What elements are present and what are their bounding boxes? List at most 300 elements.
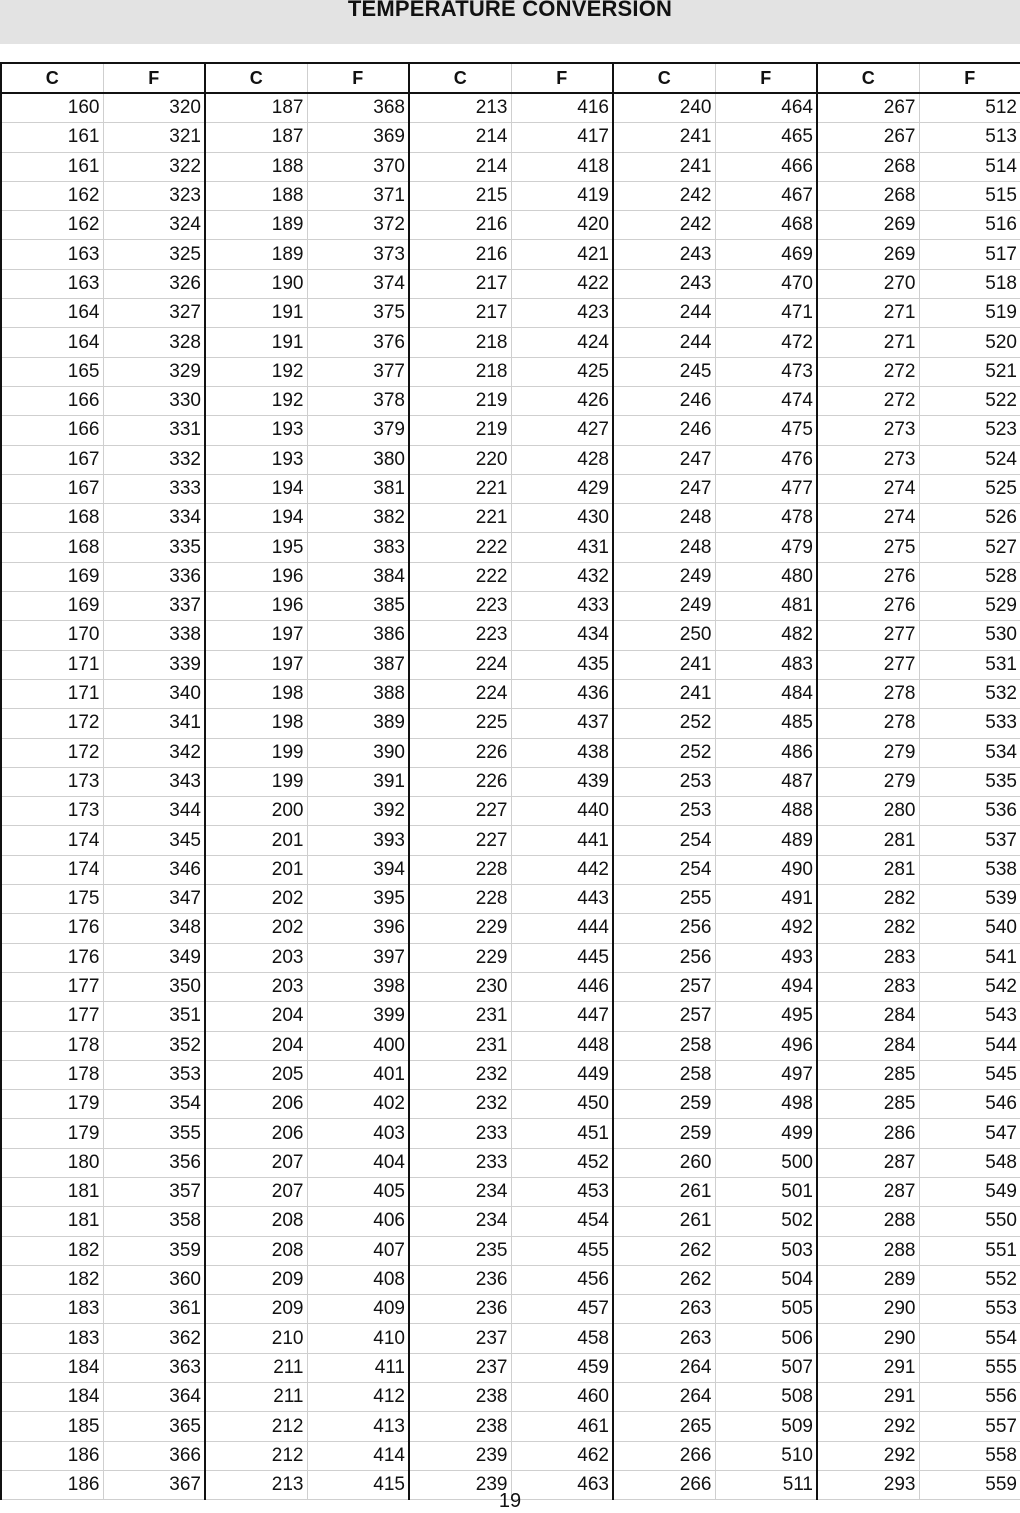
fahrenheit-cell: 505 (715, 1295, 817, 1324)
celsius-cell: 248 (613, 533, 715, 562)
fahrenheit-cell: 525 (919, 474, 1020, 503)
fahrenheit-cell: 350 (103, 972, 205, 1001)
fahrenheit-cell: 331 (103, 416, 205, 445)
celsius-cell: 183 (1, 1324, 103, 1353)
celsius-cell: 173 (1, 767, 103, 796)
fahrenheit-cell: 400 (307, 1031, 409, 1060)
celsius-cell: 177 (1, 972, 103, 1001)
fahrenheit-cell: 439 (511, 767, 613, 796)
celsius-cell: 239 (409, 1441, 511, 1470)
fahrenheit-cell: 353 (103, 1060, 205, 1089)
table-row (1, 357, 1020, 386)
fahrenheit-cell: 511 (715, 1470, 817, 1499)
celsius-cell: 266 (613, 1441, 715, 1470)
celsius-cell: 234 (409, 1177, 511, 1206)
fahrenheit-cell: 506 (715, 1324, 817, 1353)
celsius-cell: 206 (205, 1119, 307, 1148)
fahrenheit-cell: 512 (919, 93, 1020, 123)
fahrenheit-cell: 422 (511, 269, 613, 298)
col-header-f: F (715, 63, 817, 93)
fahrenheit-cell: 536 (919, 797, 1020, 826)
fahrenheit-cell: 468 (715, 211, 817, 240)
celsius-cell: 290 (817, 1295, 919, 1324)
celsius-cell: 196 (205, 592, 307, 621)
fahrenheit-cell: 368 (307, 93, 409, 123)
celsius-cell: 232 (409, 1090, 511, 1119)
fahrenheit-cell: 388 (307, 679, 409, 708)
fahrenheit-cell: 459 (511, 1353, 613, 1382)
fahrenheit-cell: 412 (307, 1383, 409, 1412)
fahrenheit-cell: 479 (715, 533, 817, 562)
celsius-cell: 226 (409, 767, 511, 796)
celsius-cell: 238 (409, 1383, 511, 1412)
celsius-cell: 213 (205, 1470, 307, 1499)
celsius-cell: 181 (1, 1177, 103, 1206)
celsius-cell: 194 (205, 504, 307, 533)
fahrenheit-cell: 457 (511, 1295, 613, 1324)
fahrenheit-cell: 470 (715, 269, 817, 298)
fahrenheit-cell: 414 (307, 1441, 409, 1470)
celsius-cell: 196 (205, 562, 307, 591)
fahrenheit-cell: 322 (103, 152, 205, 181)
fahrenheit-cell: 503 (715, 1236, 817, 1265)
celsius-cell: 178 (1, 1060, 103, 1089)
fahrenheit-cell: 547 (919, 1119, 1020, 1148)
fahrenheit-cell: 329 (103, 357, 205, 386)
celsius-cell: 279 (817, 738, 919, 767)
fahrenheit-cell: 504 (715, 1265, 817, 1294)
fahrenheit-cell: 478 (715, 504, 817, 533)
celsius-cell: 244 (613, 328, 715, 357)
table-row (1, 562, 1020, 591)
fahrenheit-cell: 450 (511, 1090, 613, 1119)
celsius-cell: 218 (409, 328, 511, 357)
fahrenheit-cell: 516 (919, 211, 1020, 240)
celsius-cell: 261 (613, 1207, 715, 1236)
fahrenheit-cell: 481 (715, 592, 817, 621)
table-row (1, 533, 1020, 562)
table-row (1, 797, 1020, 826)
celsius-cell: 227 (409, 826, 511, 855)
fahrenheit-cell: 462 (511, 1441, 613, 1470)
fahrenheit-cell: 460 (511, 1383, 613, 1412)
celsius-cell: 277 (817, 621, 919, 650)
fahrenheit-cell: 445 (511, 943, 613, 972)
fahrenheit-cell: 369 (307, 123, 409, 152)
fahrenheit-cell: 390 (307, 738, 409, 767)
fahrenheit-cell: 488 (715, 797, 817, 826)
fahrenheit-cell: 441 (511, 826, 613, 855)
table-row (1, 679, 1020, 708)
fahrenheit-cell: 406 (307, 1207, 409, 1236)
fahrenheit-cell: 538 (919, 855, 1020, 884)
fahrenheit-cell: 524 (919, 445, 1020, 474)
table-row (1, 1177, 1020, 1206)
celsius-cell: 187 (205, 123, 307, 152)
fahrenheit-cell: 453 (511, 1177, 613, 1206)
celsius-cell: 291 (817, 1383, 919, 1412)
celsius-cell: 174 (1, 826, 103, 855)
celsius-cell: 188 (205, 152, 307, 181)
fahrenheit-cell: 552 (919, 1265, 1020, 1294)
celsius-cell: 259 (613, 1090, 715, 1119)
fahrenheit-cell: 404 (307, 1148, 409, 1177)
fahrenheit-cell: 375 (307, 299, 409, 328)
fahrenheit-cell: 346 (103, 855, 205, 884)
fahrenheit-cell: 336 (103, 562, 205, 591)
fahrenheit-cell: 433 (511, 592, 613, 621)
celsius-cell: 184 (1, 1353, 103, 1382)
table-row (1, 767, 1020, 796)
celsius-cell: 204 (205, 1002, 307, 1031)
celsius-cell: 263 (613, 1324, 715, 1353)
fahrenheit-cell: 355 (103, 1119, 205, 1148)
celsius-cell: 217 (409, 299, 511, 328)
celsius-cell: 162 (1, 211, 103, 240)
table-row (1, 181, 1020, 210)
fahrenheit-cell: 345 (103, 826, 205, 855)
celsius-cell: 161 (1, 123, 103, 152)
fahrenheit-cell: 372 (307, 211, 409, 240)
fahrenheit-cell: 509 (715, 1412, 817, 1441)
celsius-cell: 161 (1, 152, 103, 181)
celsius-cell: 244 (613, 299, 715, 328)
celsius-cell: 283 (817, 943, 919, 972)
fahrenheit-cell: 466 (715, 152, 817, 181)
celsius-cell: 212 (205, 1412, 307, 1441)
celsius-cell: 191 (205, 328, 307, 357)
fahrenheit-cell: 376 (307, 328, 409, 357)
celsius-cell: 228 (409, 855, 511, 884)
fahrenheit-cell: 408 (307, 1265, 409, 1294)
fahrenheit-cell: 461 (511, 1412, 613, 1441)
fahrenheit-cell: 519 (919, 299, 1020, 328)
fahrenheit-cell: 546 (919, 1090, 1020, 1119)
fahrenheit-cell: 424 (511, 328, 613, 357)
celsius-cell: 253 (613, 797, 715, 826)
col-header-f: F (307, 63, 409, 93)
fahrenheit-cell: 498 (715, 1090, 817, 1119)
fahrenheit-cell: 411 (307, 1353, 409, 1382)
fahrenheit-cell: 393 (307, 826, 409, 855)
fahrenheit-cell: 360 (103, 1265, 205, 1294)
table-row (1, 738, 1020, 767)
fahrenheit-cell: 469 (715, 240, 817, 269)
celsius-cell: 160 (1, 93, 103, 123)
celsius-cell: 289 (817, 1265, 919, 1294)
table-row (1, 1265, 1020, 1294)
fahrenheit-cell: 452 (511, 1148, 613, 1177)
celsius-cell: 214 (409, 152, 511, 181)
celsius-cell: 212 (205, 1441, 307, 1470)
fahrenheit-cell: 382 (307, 504, 409, 533)
celsius-cell: 215 (409, 181, 511, 210)
celsius-cell: 192 (205, 386, 307, 415)
table-row (1, 299, 1020, 328)
celsius-cell: 236 (409, 1265, 511, 1294)
table-row (1, 1324, 1020, 1353)
celsius-cell: 241 (613, 650, 715, 679)
fahrenheit-cell: 559 (919, 1470, 1020, 1499)
celsius-cell: 207 (205, 1148, 307, 1177)
celsius-cell: 272 (817, 386, 919, 415)
fahrenheit-cell: 395 (307, 885, 409, 914)
celsius-cell: 201 (205, 855, 307, 884)
fahrenheit-cell: 507 (715, 1353, 817, 1382)
celsius-cell: 172 (1, 709, 103, 738)
celsius-cell: 260 (613, 1148, 715, 1177)
celsius-cell: 270 (817, 269, 919, 298)
fahrenheit-cell: 531 (919, 650, 1020, 679)
fahrenheit-cell: 483 (715, 650, 817, 679)
celsius-cell: 239 (409, 1470, 511, 1499)
celsius-cell: 167 (1, 445, 103, 474)
fahrenheit-cell: 529 (919, 592, 1020, 621)
fahrenheit-cell: 514 (919, 152, 1020, 181)
celsius-cell: 253 (613, 767, 715, 796)
celsius-cell: 225 (409, 709, 511, 738)
celsius-cell: 168 (1, 504, 103, 533)
fahrenheit-cell: 402 (307, 1090, 409, 1119)
page-number: 19 (498, 1490, 522, 1512)
celsius-cell: 231 (409, 1002, 511, 1031)
fahrenheit-cell: 366 (103, 1441, 205, 1470)
fahrenheit-cell: 396 (307, 914, 409, 943)
fahrenheit-cell: 449 (511, 1060, 613, 1089)
fahrenheit-cell: 500 (715, 1148, 817, 1177)
fahrenheit-cell: 521 (919, 357, 1020, 386)
celsius-cell: 189 (205, 240, 307, 269)
celsius-cell: 224 (409, 650, 511, 679)
celsius-cell: 256 (613, 914, 715, 943)
celsius-cell: 181 (1, 1207, 103, 1236)
celsius-cell: 174 (1, 855, 103, 884)
fahrenheit-cell: 347 (103, 885, 205, 914)
celsius-cell: 263 (613, 1295, 715, 1324)
fahrenheit-cell: 415 (307, 1470, 409, 1499)
celsius-cell: 268 (817, 181, 919, 210)
celsius-cell: 254 (613, 826, 715, 855)
fahrenheit-cell: 423 (511, 299, 613, 328)
celsius-cell: 256 (613, 943, 715, 972)
celsius-cell: 169 (1, 562, 103, 591)
celsius-cell: 193 (205, 416, 307, 445)
celsius-cell: 204 (205, 1031, 307, 1060)
fahrenheit-cell: 373 (307, 240, 409, 269)
fahrenheit-cell: 370 (307, 152, 409, 181)
celsius-cell: 293 (817, 1470, 919, 1499)
fahrenheit-cell: 356 (103, 1148, 205, 1177)
celsius-cell: 171 (1, 650, 103, 679)
fahrenheit-cell: 394 (307, 855, 409, 884)
celsius-cell: 269 (817, 211, 919, 240)
table-row (1, 914, 1020, 943)
fahrenheit-cell: 333 (103, 474, 205, 503)
fahrenheit-cell: 549 (919, 1177, 1020, 1206)
celsius-cell: 276 (817, 562, 919, 591)
fahrenheit-cell: 543 (919, 1002, 1020, 1031)
celsius-cell: 227 (409, 797, 511, 826)
fahrenheit-cell: 475 (715, 416, 817, 445)
celsius-cell: 184 (1, 1383, 103, 1412)
celsius-cell: 284 (817, 1002, 919, 1031)
celsius-cell: 193 (205, 445, 307, 474)
celsius-cell: 176 (1, 914, 103, 943)
col-header-c: C (817, 63, 919, 93)
page-title: TEMPERATURE CONVERSION (347, 0, 673, 21)
fahrenheit-cell: 413 (307, 1412, 409, 1441)
fahrenheit-cell: 544 (919, 1031, 1020, 1060)
celsius-cell: 254 (613, 855, 715, 884)
celsius-cell: 229 (409, 914, 511, 943)
fahrenheit-cell: 321 (103, 123, 205, 152)
fahrenheit-cell: 344 (103, 797, 205, 826)
fahrenheit-cell: 416 (511, 93, 613, 123)
table-body (1, 93, 1020, 1500)
fahrenheit-cell: 464 (715, 93, 817, 123)
celsius-cell: 276 (817, 592, 919, 621)
fahrenheit-cell: 443 (511, 885, 613, 914)
celsius-cell: 190 (205, 269, 307, 298)
fahrenheit-cell: 351 (103, 1002, 205, 1031)
celsius-cell: 221 (409, 474, 511, 503)
celsius-cell: 199 (205, 738, 307, 767)
celsius-cell: 273 (817, 445, 919, 474)
table-row (1, 269, 1020, 298)
fahrenheit-cell: 384 (307, 562, 409, 591)
table-row (1, 1119, 1020, 1148)
fahrenheit-cell: 486 (715, 738, 817, 767)
fahrenheit-cell: 473 (715, 357, 817, 386)
fahrenheit-cell: 527 (919, 533, 1020, 562)
celsius-cell: 229 (409, 943, 511, 972)
celsius-cell: 274 (817, 504, 919, 533)
fahrenheit-cell: 537 (919, 826, 1020, 855)
fahrenheit-cell: 532 (919, 679, 1020, 708)
fahrenheit-cell: 379 (307, 416, 409, 445)
fahrenheit-cell: 426 (511, 386, 613, 415)
fahrenheit-cell: 387 (307, 650, 409, 679)
celsius-cell: 255 (613, 885, 715, 914)
celsius-cell: 179 (1, 1119, 103, 1148)
celsius-cell: 285 (817, 1090, 919, 1119)
celsius-cell: 170 (1, 621, 103, 650)
col-header-c: C (613, 63, 715, 93)
celsius-cell: 192 (205, 357, 307, 386)
fahrenheit-cell: 520 (919, 328, 1020, 357)
fahrenheit-cell: 484 (715, 679, 817, 708)
fahrenheit-cell: 419 (511, 181, 613, 210)
celsius-cell: 163 (1, 240, 103, 269)
celsius-cell: 173 (1, 797, 103, 826)
fahrenheit-cell: 456 (511, 1265, 613, 1294)
celsius-cell: 189 (205, 211, 307, 240)
celsius-cell: 257 (613, 972, 715, 1001)
fahrenheit-cell: 330 (103, 386, 205, 415)
celsius-cell: 195 (205, 533, 307, 562)
fahrenheit-cell: 508 (715, 1383, 817, 1412)
table-row (1, 386, 1020, 415)
celsius-cell: 177 (1, 1002, 103, 1031)
celsius-cell: 233 (409, 1119, 511, 1148)
conversion-table (0, 62, 1020, 1500)
celsius-cell: 243 (613, 269, 715, 298)
celsius-cell: 223 (409, 592, 511, 621)
fahrenheit-cell: 374 (307, 269, 409, 298)
celsius-cell: 237 (409, 1353, 511, 1382)
fahrenheit-cell: 458 (511, 1324, 613, 1353)
celsius-cell: 211 (205, 1383, 307, 1412)
fahrenheit-cell: 517 (919, 240, 1020, 269)
fahrenheit-cell: 354 (103, 1090, 205, 1119)
fahrenheit-cell: 490 (715, 855, 817, 884)
celsius-cell: 249 (613, 592, 715, 621)
table-row (1, 123, 1020, 152)
celsius-cell: 290 (817, 1324, 919, 1353)
celsius-cell: 262 (613, 1236, 715, 1265)
table-row (1, 1353, 1020, 1382)
celsius-cell: 252 (613, 738, 715, 767)
fahrenheit-cell: 534 (919, 738, 1020, 767)
fahrenheit-cell: 431 (511, 533, 613, 562)
fahrenheit-cell: 358 (103, 1207, 205, 1236)
header-row (1, 63, 1020, 93)
fahrenheit-cell: 442 (511, 855, 613, 884)
fahrenheit-cell: 432 (511, 562, 613, 591)
celsius-cell: 265 (613, 1412, 715, 1441)
celsius-cell: 288 (817, 1236, 919, 1265)
celsius-cell: 178 (1, 1031, 103, 1060)
celsius-cell: 165 (1, 357, 103, 386)
table-row (1, 885, 1020, 914)
celsius-cell: 201 (205, 826, 307, 855)
table-row (1, 1236, 1020, 1265)
celsius-cell: 223 (409, 621, 511, 650)
table-row (1, 621, 1020, 650)
fahrenheit-cell: 371 (307, 181, 409, 210)
fahrenheit-cell: 446 (511, 972, 613, 1001)
fahrenheit-cell: 548 (919, 1148, 1020, 1177)
celsius-cell: 198 (205, 709, 307, 738)
fahrenheit-cell: 553 (919, 1295, 1020, 1324)
celsius-cell: 247 (613, 474, 715, 503)
table-row (1, 1148, 1020, 1177)
table-row (1, 1090, 1020, 1119)
table-row (1, 1207, 1020, 1236)
col-header-c: C (1, 63, 103, 93)
celsius-cell: 208 (205, 1207, 307, 1236)
celsius-cell: 278 (817, 679, 919, 708)
celsius-cell: 164 (1, 328, 103, 357)
celsius-cell: 205 (205, 1060, 307, 1089)
celsius-cell: 258 (613, 1060, 715, 1089)
fahrenheit-cell: 335 (103, 533, 205, 562)
fahrenheit-cell: 428 (511, 445, 613, 474)
celsius-cell: 280 (817, 797, 919, 826)
celsius-cell: 171 (1, 679, 103, 708)
fahrenheit-cell: 550 (919, 1207, 1020, 1236)
fahrenheit-cell: 444 (511, 914, 613, 943)
fahrenheit-cell: 438 (511, 738, 613, 767)
celsius-cell: 242 (613, 211, 715, 240)
celsius-cell: 216 (409, 211, 511, 240)
celsius-cell: 166 (1, 416, 103, 445)
celsius-cell: 292 (817, 1441, 919, 1470)
celsius-cell: 194 (205, 474, 307, 503)
celsius-cell: 277 (817, 650, 919, 679)
celsius-cell: 240 (613, 93, 715, 123)
celsius-cell: 267 (817, 123, 919, 152)
